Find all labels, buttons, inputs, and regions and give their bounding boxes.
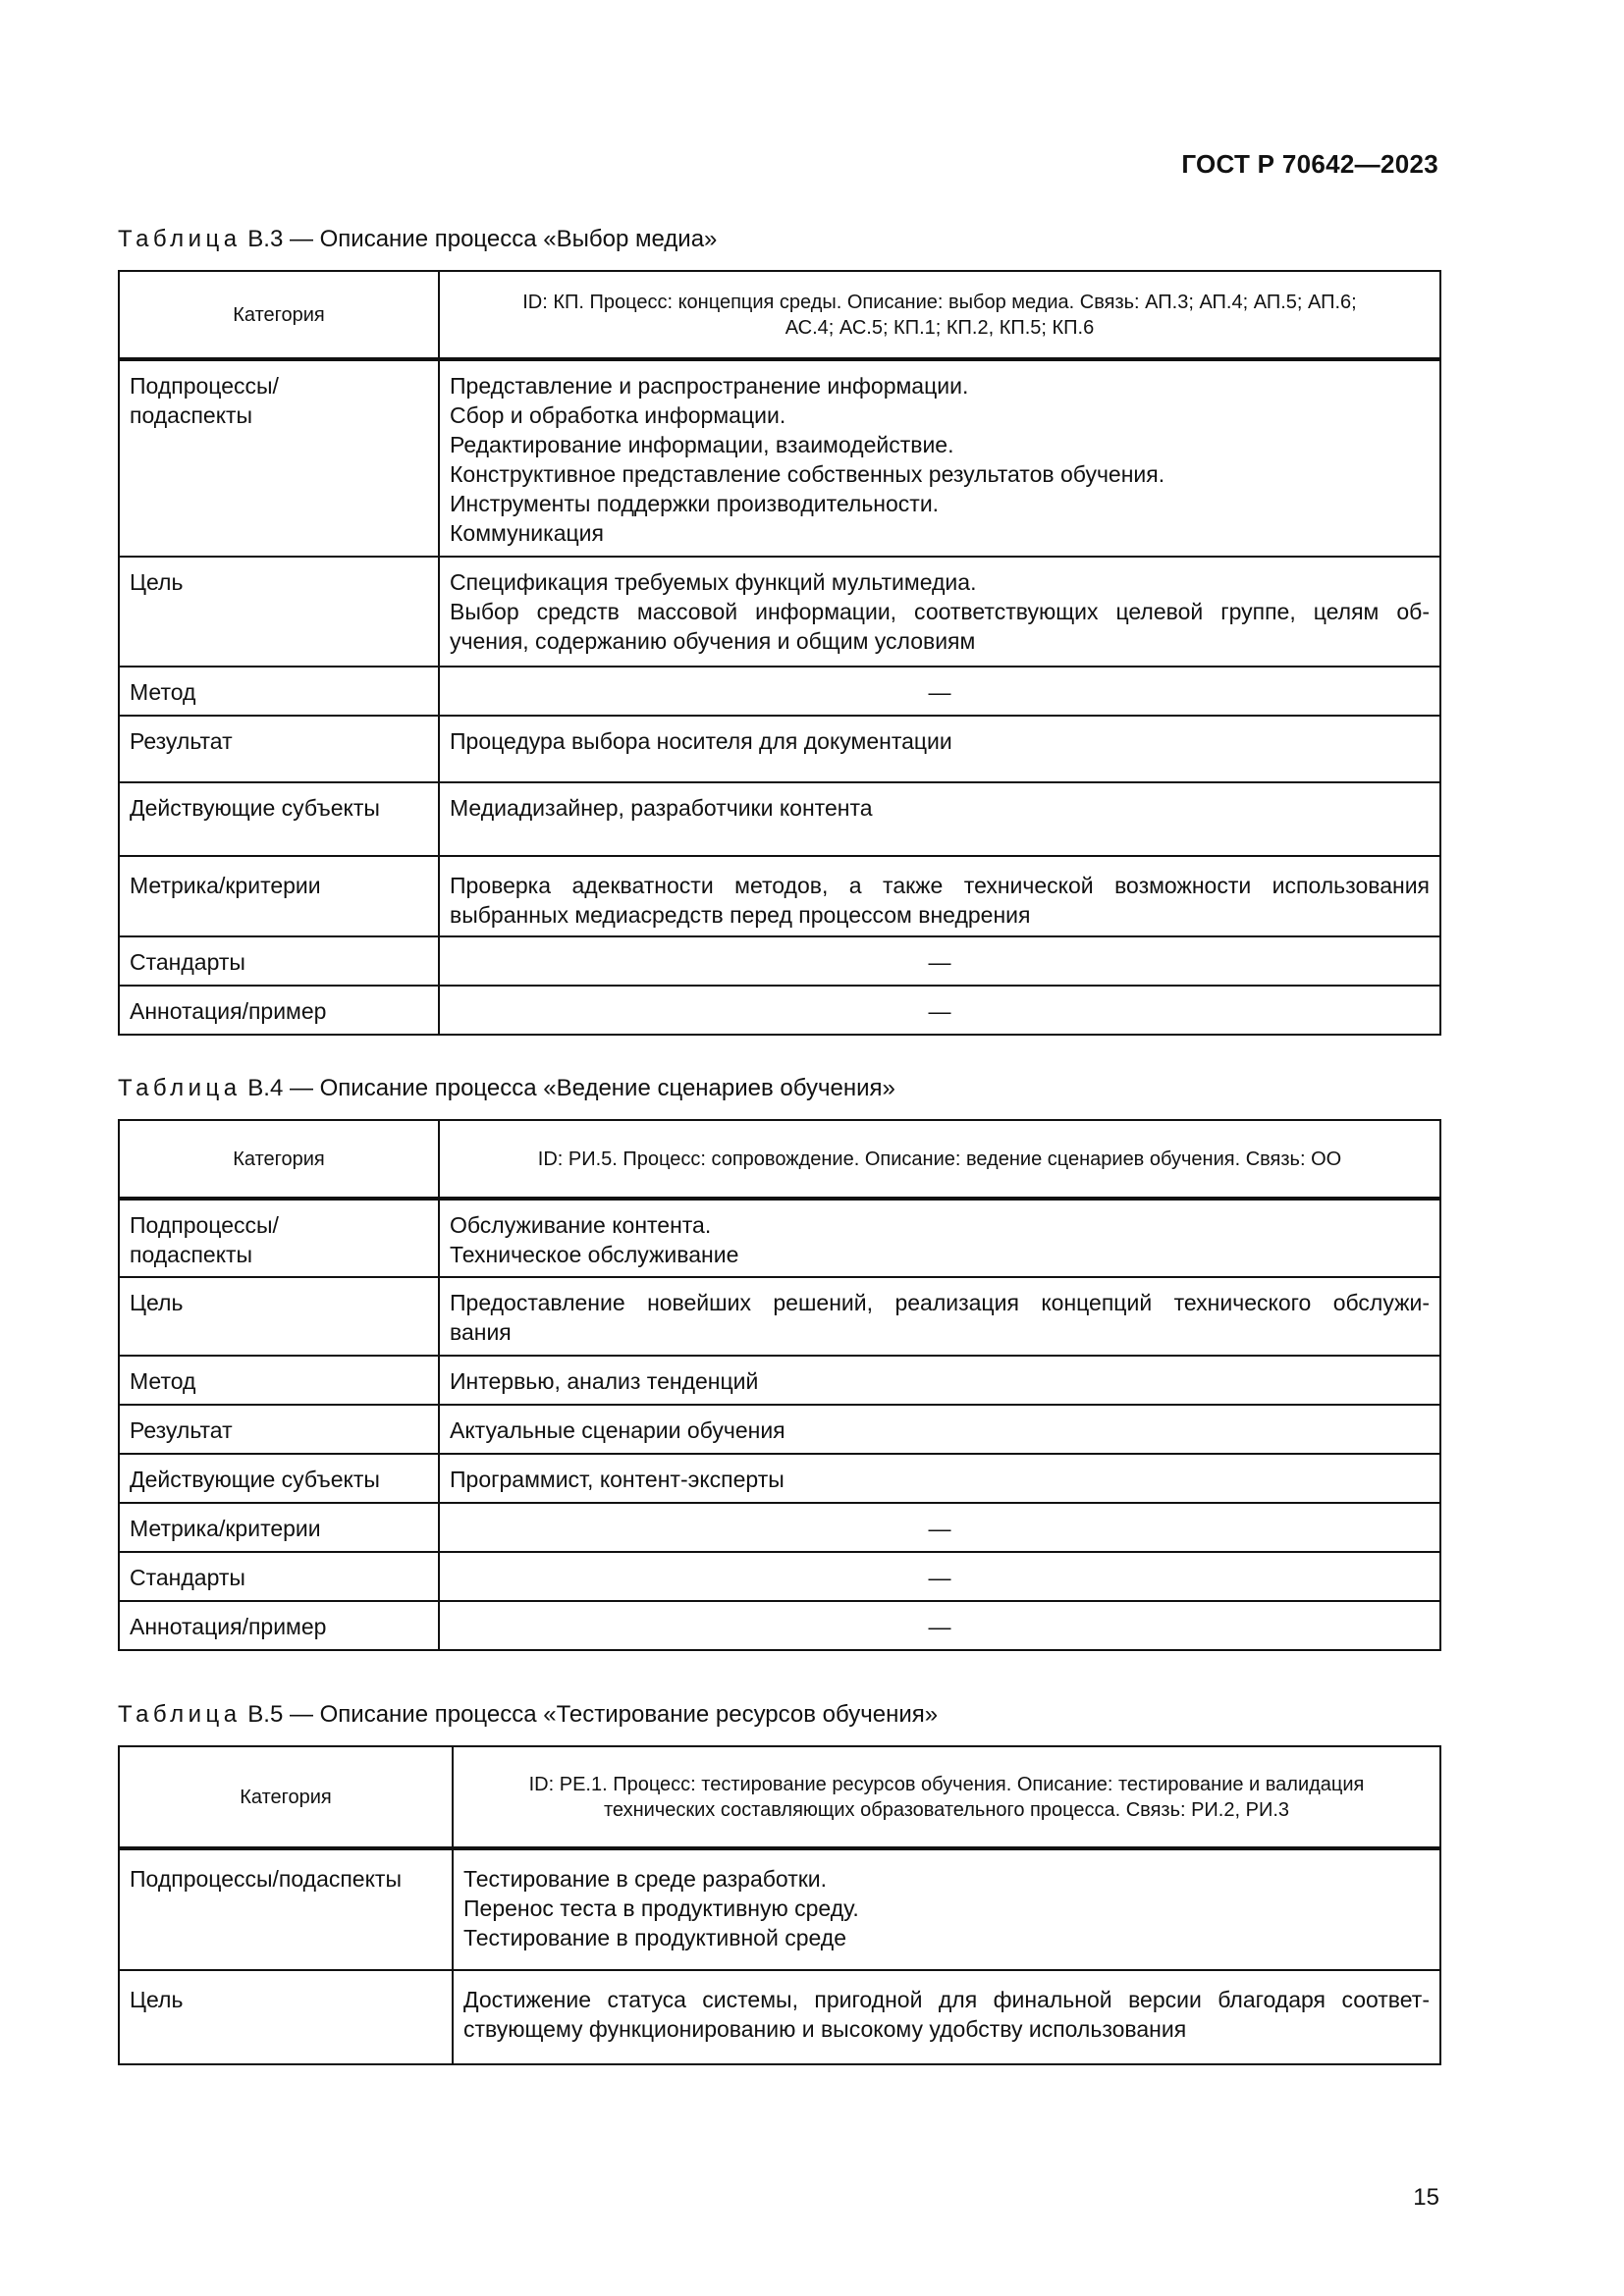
table-header-row (119, 271, 1440, 359)
header-line: ID: КП. Процесс: концепция среды. Описание: выбор медиа. Связь: АП.3; АП.4; АП.5; АП.6; (522, 291, 1357, 313)
header-line: АС.4; АС.5; КП.1; КП.2, КП.5; КП.6 (785, 316, 1095, 339)
table-row (119, 1601, 1440, 1650)
row-label (119, 359, 439, 557)
table-row (119, 1277, 1440, 1356)
value-line: вания (450, 1319, 512, 1345)
row-value (439, 557, 1440, 667)
label-line: Подпроцессы/ (130, 373, 279, 399)
row-label: Метрика/критерии (119, 856, 439, 936)
row-label: Цель (119, 557, 439, 667)
value-line: Предоставление новейших решений, реализация концепций технического обслужи- (450, 1290, 1430, 1315)
table-row (119, 986, 1440, 1035)
row-value: Процедура выбора носителя для документации (439, 716, 1440, 782)
table-row (119, 936, 1440, 986)
table-b4 (118, 1119, 1441, 1651)
table-row (119, 1848, 1440, 1970)
table-row (119, 1552, 1440, 1601)
row-label: Цель (119, 1970, 453, 2064)
row-value: — (439, 936, 1440, 986)
row-label: Результат (119, 716, 439, 782)
header-id-cell (439, 1120, 1440, 1199)
row-value (453, 1848, 1440, 1970)
row-label: Аннотация/пример (119, 1601, 439, 1650)
caption-text: В.5 — Описание процесса «Тестирование ресурсов обучения» (241, 1701, 939, 1728)
label-line: подаспекты (130, 1242, 253, 1267)
table-caption-b4 (118, 1075, 895, 1102)
row-value: — (439, 667, 1440, 716)
value-line: Обслуживание контента. (450, 1212, 712, 1238)
caption-label: Таблица (118, 226, 242, 252)
row-value (439, 359, 1440, 557)
row-label: Метод (119, 1356, 439, 1405)
header-line: ID: РИ.5. Процесс: сопровождение. Описание: ведение сценариев обучения. Связь: ОО (537, 1148, 1342, 1170)
row-value (439, 856, 1440, 936)
document-code: ГОСТ Р 70642—2023 (1181, 149, 1438, 179)
row-value: Программист, контент-эксперты (439, 1454, 1440, 1503)
header-id-cell (453, 1746, 1440, 1848)
table-b3 (118, 270, 1441, 1036)
value-line: выбранных медиасредств перед процессом внедрения (450, 902, 1031, 928)
table-b5 (118, 1745, 1441, 2065)
row-label: Стандарты (119, 1552, 439, 1601)
header-line: ID: РЕ.1. Процесс: тестирование ресурсов обучения. Описание: тестирование и валидация (528, 1773, 1365, 1795)
table-row (119, 1405, 1440, 1454)
row-value: — (439, 1552, 1440, 1601)
table-row (119, 359, 1440, 557)
value-line: Спецификация требуемых функций мультимедиа. (450, 569, 977, 595)
table-row (119, 1970, 1440, 2064)
page-number: 15 (1413, 2184, 1439, 2211)
value-line: Выбор средств массовой информации, соответствующих целевой группе, целям об- (450, 599, 1430, 624)
table-row (119, 557, 1440, 667)
value-line: Коммуникация (450, 520, 604, 546)
value-line: Проверка адекватности методов, а также технической возможности использования (450, 873, 1430, 898)
row-label: Цель (119, 1277, 439, 1356)
value-line: ствующему функционированию и высокому удобству использования (463, 2016, 1187, 2042)
table-row (119, 782, 1440, 856)
row-label: Действующие субъекты (119, 1454, 439, 1503)
row-value (453, 1970, 1440, 2064)
table-row (119, 1199, 1440, 1277)
header-line: технических составляющих образовательного процесса. Связь: РИ.2, РИ.3 (604, 1798, 1289, 1821)
table-row (119, 1503, 1440, 1552)
caption-text: В.3 — Описание процесса «Выбор медиа» (241, 226, 718, 252)
row-label: Подпроцессы/подаспекты (119, 1848, 453, 1970)
value-line: Перенос теста в продуктивную среду. (463, 1896, 859, 1921)
row-value: — (439, 1503, 1440, 1552)
row-value: — (439, 986, 1440, 1035)
table-row (119, 667, 1440, 716)
table-header-row (119, 1120, 1440, 1199)
table-row (119, 716, 1440, 782)
value-line: Тестирование в продуктивной среде (463, 1925, 847, 1950)
row-label: Действующие субъекты (119, 782, 439, 856)
row-label: Метрика/критерии (119, 1503, 439, 1552)
value-line: Сбор и обработка информации. (450, 402, 786, 428)
row-value (439, 1199, 1440, 1277)
caption-label: Таблица (118, 1075, 242, 1101)
row-label: Аннотация/пример (119, 986, 439, 1035)
row-value: Медиадизайнер, разработчики контента (439, 782, 1440, 856)
table-row (119, 1356, 1440, 1405)
label-line: Подпроцессы/ (130, 1212, 279, 1238)
header-category-cell: Категория (119, 271, 439, 359)
value-line: Тестирование в среде разработки. (463, 1866, 828, 1892)
caption-text: В.4 — Описание процесса «Ведение сценариев обучения» (241, 1075, 895, 1101)
header-category-cell: Категория (119, 1120, 439, 1199)
value-line: Техническое обслуживание (450, 1242, 739, 1267)
value-line: Конструктивное представление собственных результатов обучения. (450, 461, 1165, 487)
row-value: — (439, 1601, 1440, 1650)
label-line: подаспекты (130, 402, 253, 428)
row-value: Актуальные сценарии обучения (439, 1405, 1440, 1454)
caption-label: Таблица (118, 1701, 242, 1728)
row-value (439, 1277, 1440, 1356)
table-header-row (119, 1746, 1440, 1848)
row-value: Интервью, анализ тенденций (439, 1356, 1440, 1405)
value-line: Достижение статуса системы, пригодной для финальной версии благодаря соответ- (463, 1987, 1430, 2012)
row-label (119, 1199, 439, 1277)
row-label: Метод (119, 667, 439, 716)
row-label: Результат (119, 1405, 439, 1454)
header-category-cell: Категория (119, 1746, 453, 1848)
row-label: Стандарты (119, 936, 439, 986)
table-row (119, 856, 1440, 936)
table-caption-b5 (118, 1701, 938, 1729)
table-caption-b3 (118, 226, 717, 253)
value-line: Представление и распространение информации. (450, 373, 969, 399)
value-line: учения, содержанию обучения и общим условиям (450, 628, 976, 654)
value-line: Редактирование информации, взаимодействие. (450, 432, 954, 457)
table-row (119, 1454, 1440, 1503)
value-line: Инструменты поддержки производительности. (450, 491, 940, 516)
header-id-cell (439, 271, 1440, 359)
